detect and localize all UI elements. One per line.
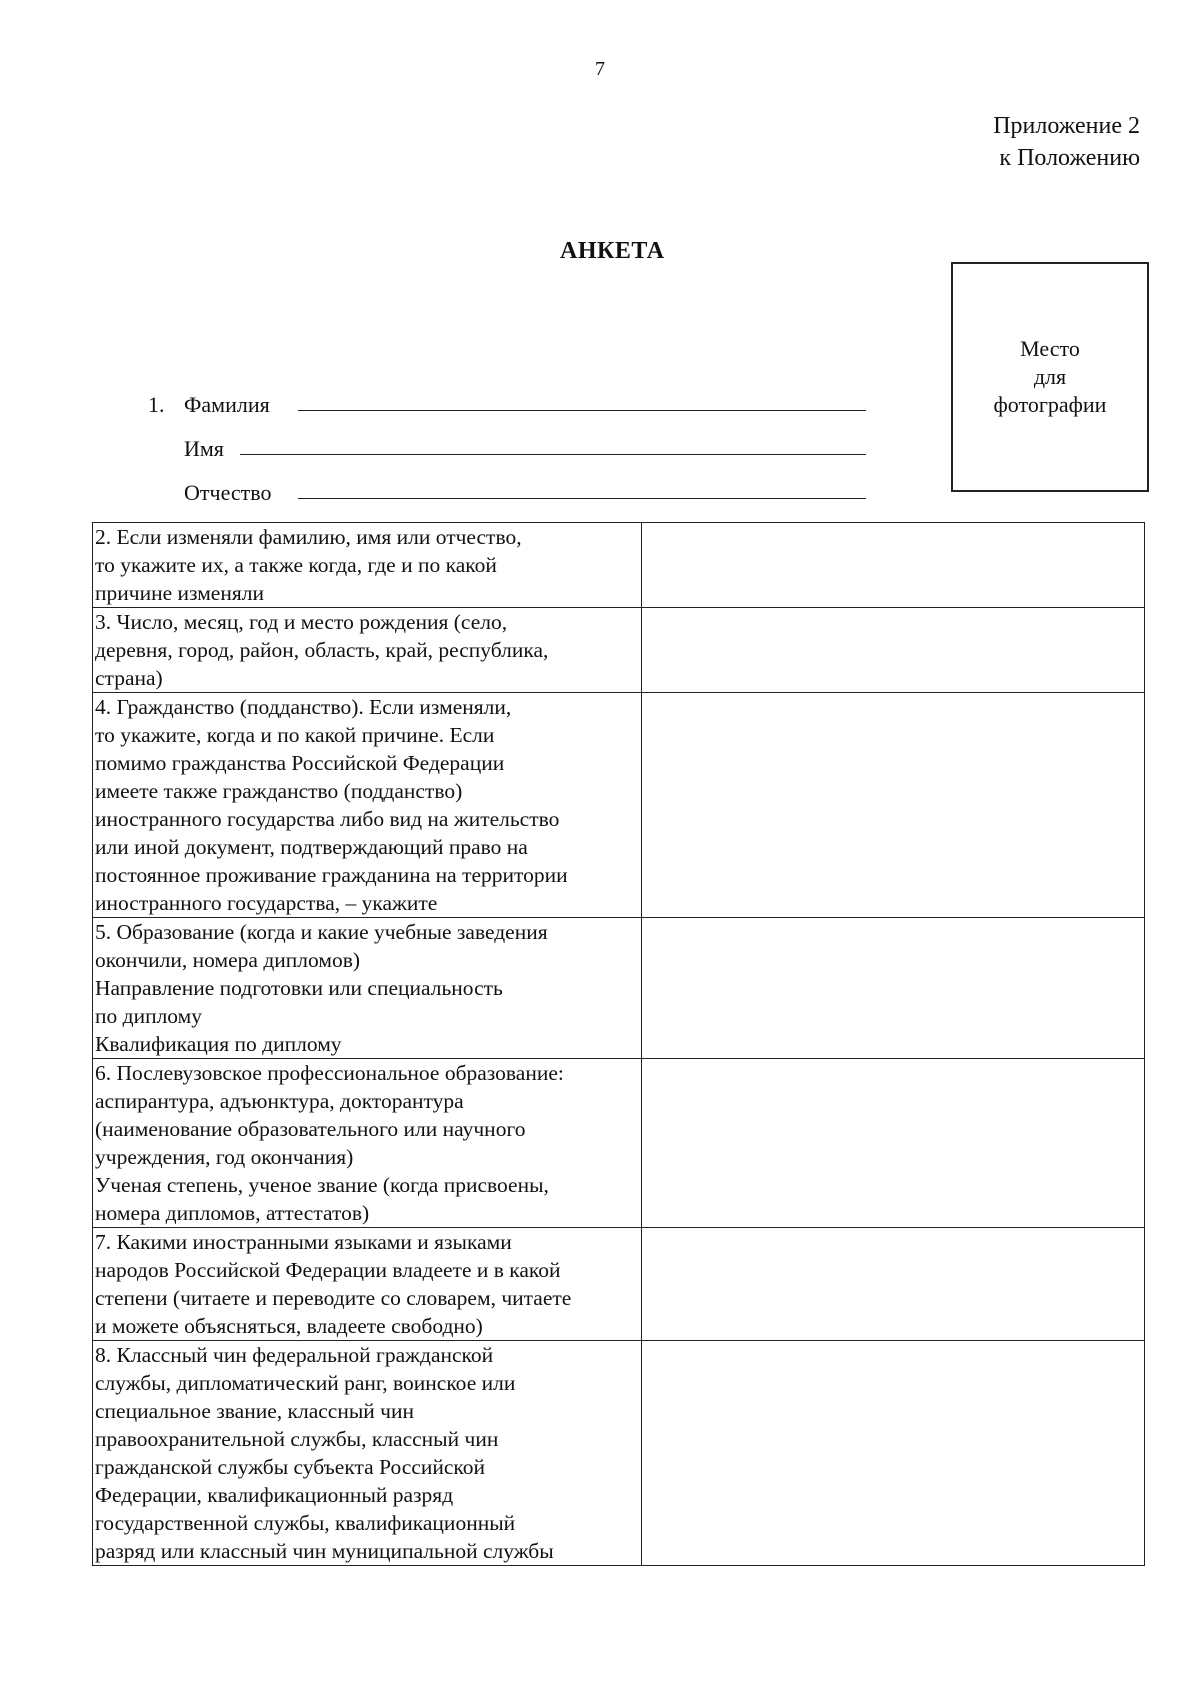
page-number: 7: [595, 58, 605, 80]
question-label: 2. Если изменяли фамилию, имя или отчество, то укажите их, а также когда, где и по какой причине изменяли: [93, 523, 642, 608]
name-block: [0, 0, 1200, 520]
photo-placeholder-text: Место для фотографии: [993, 336, 1107, 417]
first-name-label: Имя: [184, 436, 224, 461]
appendix-number: Приложение 2: [993, 113, 1140, 139]
answer-cell[interactable]: [642, 608, 1145, 693]
question-label: 8. Классный чин федеральной гражданской службы, дипломатический ранг, воинское или специальное звание, классный чин правоохранительной службы, классный чин гражданской службы субъекта Российской Федерации, квалификационный разряд государственной службы, квалификационный разряд или классный чин муниципальной службы: [93, 1341, 642, 1566]
appendix-regulation: к Положению: [999, 145, 1140, 171]
table-row: [93, 608, 1145, 693]
table-row: [93, 1341, 1145, 1566]
questionnaire-table: [92, 522, 1145, 1566]
answer-cell[interactable]: [642, 1341, 1145, 1566]
table-row: [93, 1228, 1145, 1341]
table-row: [93, 693, 1145, 918]
table-row: [93, 523, 1145, 608]
item-number: 1.: [148, 392, 165, 417]
question-label: 3. Число, месяц, год и место рождения (село, деревня, город, район, область, край, республика, страна): [93, 608, 642, 693]
patronymic-label: Отчество: [184, 480, 272, 505]
answer-cell[interactable]: [642, 523, 1145, 608]
surname-field[interactable]: [298, 410, 866, 411]
patronymic-field[interactable]: [298, 498, 866, 499]
answer-cell[interactable]: [642, 1059, 1145, 1228]
table-row: [93, 918, 1145, 1059]
document-title: АНКЕТА: [560, 238, 665, 264]
first-name-field[interactable]: [240, 454, 866, 455]
table-row: [93, 1059, 1145, 1228]
answer-cell[interactable]: [642, 693, 1145, 918]
question-label: 7. Какими иностранными языками и языками народов Российской Федерации владеете и в какой степени (читаете и переводите со словарем, читаете и можете объясняться, владеете свободно): [93, 1228, 642, 1341]
answer-cell[interactable]: [642, 1228, 1145, 1341]
answer-cell[interactable]: [642, 918, 1145, 1059]
surname-label: Фамилия: [184, 392, 270, 417]
question-label: 5. Образование (когда и какие учебные заведения окончили, номера дипломов) Направление подготовки или специальность по диплому Квалификация по диплому: [93, 918, 642, 1059]
question-label: 4. Гражданство (подданство). Если изменяли, то укажите, когда и по какой причине. Если помимо гражданства Российской Федерации имеете также гражданство (подданство) иностранного государства либо вид на жительство или иной документ, подтверждающий право на постоянное проживание гражданина на территории иностранного государства, – укажите: [93, 693, 642, 918]
question-label: 6. Послевузовское профессиональное образование: аспирантура, адъюнктура, докторантура (наименование образовательного или научного учреждения, год окончания) Ученая степень, ученое звание (когда присвоены, номера дипломов, аттестатов): [93, 1059, 642, 1228]
